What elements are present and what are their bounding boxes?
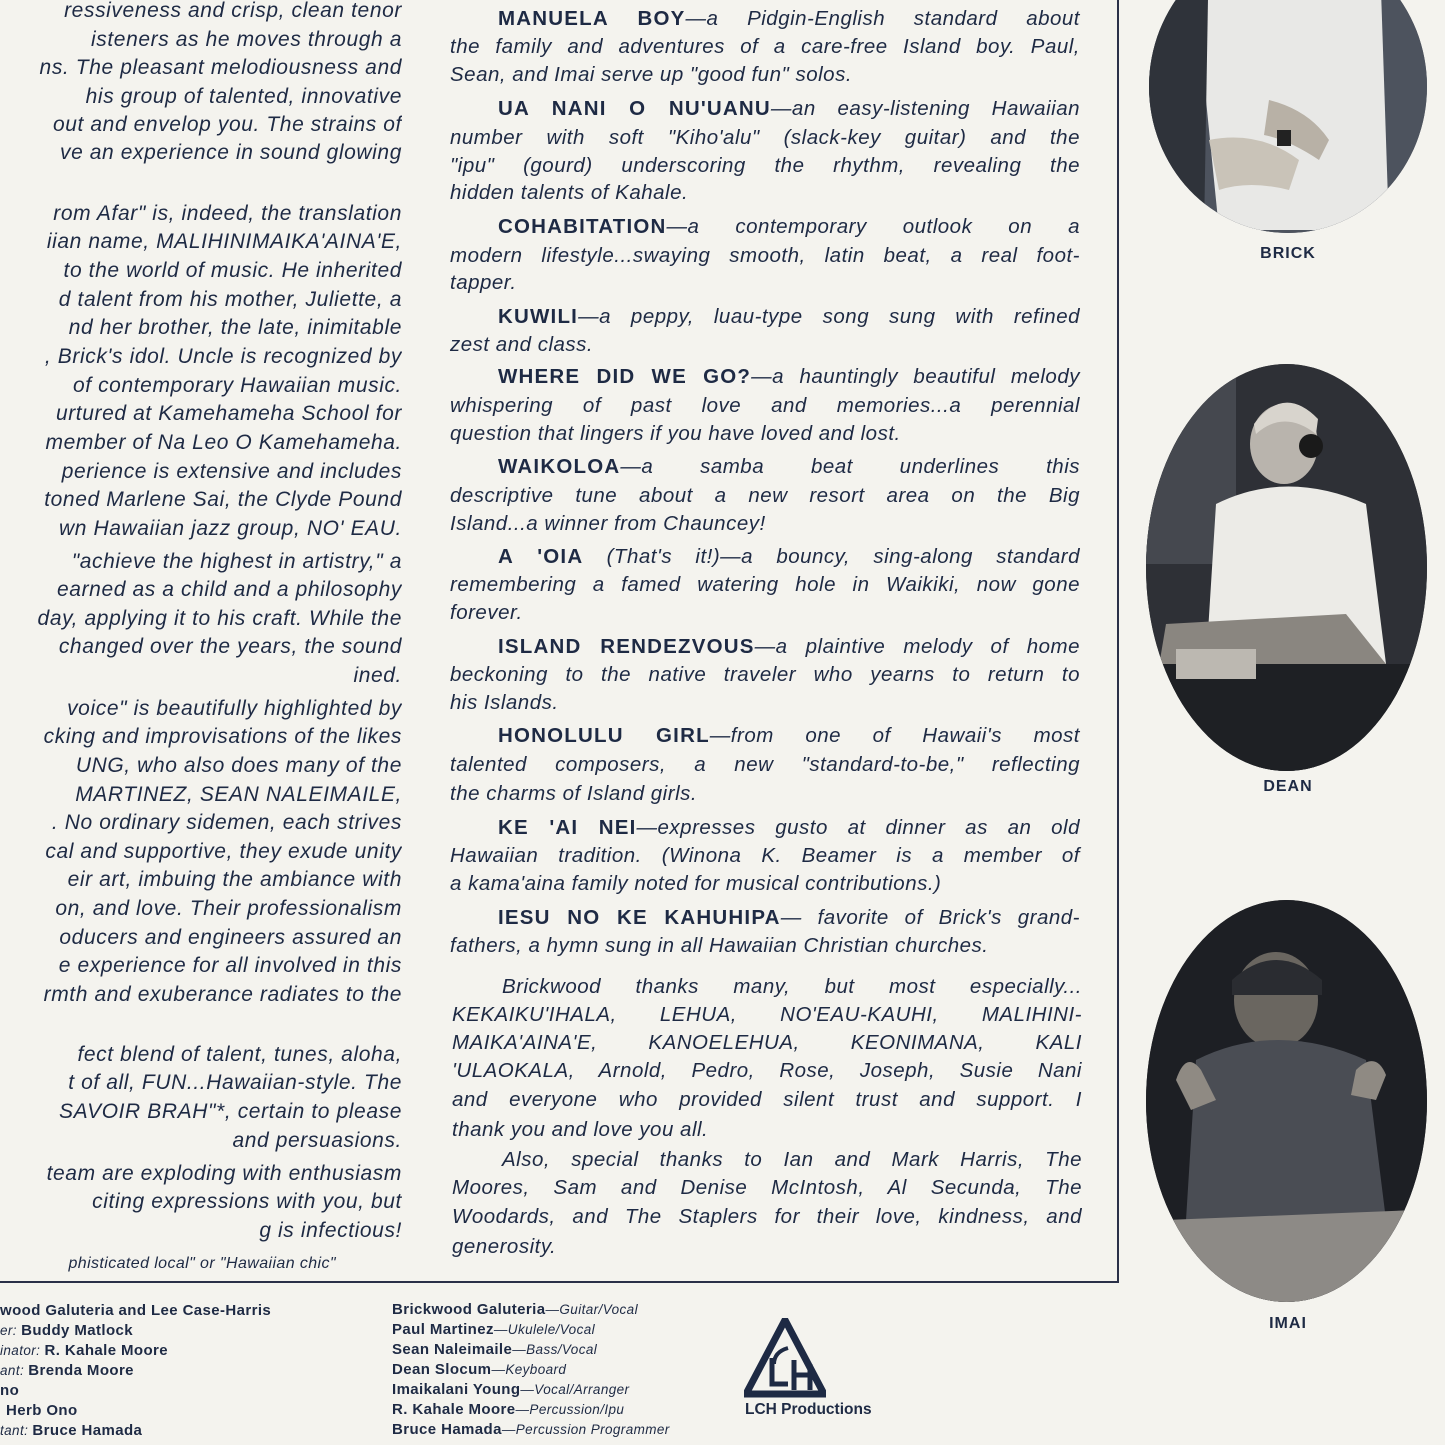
- track-description-line: talented composers, a new "standard-to-be," reflecting: [450, 753, 1080, 776]
- credit-role: tant:: [0, 1423, 33, 1438]
- credit-name: Herb Ono: [6, 1402, 78, 1419]
- track-entry: [450, 906, 1080, 930]
- production-credit: [0, 1302, 271, 1319]
- track-description-line: hidden talents of Kahale.: [450, 181, 689, 204]
- liner-note-line: oducers and engineers assured an: [59, 926, 402, 949]
- photo-caption-brick: BRICK: [1260, 245, 1316, 262]
- thanks-line: and everyone who provided silent trust and support. I: [452, 1088, 1082, 1111]
- credit-name: R. Kahale Moore: [44, 1342, 169, 1359]
- track-description: —a Pidgin-English standard about: [685, 7, 1080, 30]
- track-entry: [450, 305, 1080, 329]
- liner-note-line: g is infectious!: [259, 1219, 402, 1242]
- credit-role: er:: [0, 1323, 22, 1338]
- musician-name: Brickwood Galuteria: [392, 1301, 546, 1318]
- musician-role: —Bass/Vocal: [512, 1342, 598, 1357]
- track-entry: [450, 724, 1080, 748]
- production-credit: [6, 1402, 78, 1419]
- production-credit: [0, 1422, 142, 1439]
- musician-name: Imaikalani Young: [392, 1381, 521, 1398]
- liner-note-line: fect blend of talent, tunes, aloha,: [77, 1043, 402, 1066]
- photo-dean: [1146, 364, 1427, 771]
- liner-note-line: earned as a child and a philosophy: [57, 578, 402, 601]
- musician-name: Sean Naleimaile: [392, 1341, 513, 1358]
- liner-note-line: e experience for all involved in this: [58, 954, 402, 977]
- musician-credit: [392, 1341, 597, 1358]
- production-credit: [0, 1382, 19, 1399]
- track-description-line: the charms of Island girls.: [450, 782, 698, 805]
- credit-name: Bruce Hamada: [32, 1422, 143, 1439]
- track-description: —from one of Hawaii's most: [709, 724, 1080, 747]
- track-description-line: question that lingers if you have loved and lost.: [450, 422, 901, 445]
- liner-note-line: rmth and exuberance radiates to the: [43, 983, 402, 1006]
- liner-note-line: out and envelop you. The strains of: [52, 113, 402, 136]
- track-description-line: remembering a famed watering hole in Waikiki, now gone: [450, 573, 1080, 596]
- liner-note-line: of contemporary Hawaiian music.: [72, 374, 402, 397]
- production-credit: [0, 1322, 133, 1339]
- frame-border-horizontal: [0, 1281, 1119, 1283]
- track-title: WAIKOLOA: [498, 455, 621, 478]
- track-description-line: forever.: [450, 601, 523, 624]
- liner-note-line: iian name, MALIHINIMAIKA'AINA'E,: [46, 230, 402, 253]
- liner-note-line: "achieve the highest in artistry," a: [71, 550, 402, 573]
- musician-name: Dean Slocum: [392, 1361, 492, 1378]
- frame-border-vertical: [1117, 0, 1119, 1283]
- liner-note-line: d talent from his mother, Juliette, a: [58, 288, 402, 311]
- credit-role: ant:: [0, 1363, 29, 1378]
- track-entry: [450, 365, 1080, 389]
- musician-role: —Percussion/Ipu: [515, 1402, 625, 1417]
- track-entry: [450, 816, 1080, 840]
- thanks-line: Also, special thanks to Ian and Mark Harris, The: [502, 1148, 1082, 1171]
- track-description: —a hauntingly beautiful melody: [751, 365, 1080, 388]
- logo-label: LCH Productions: [745, 1401, 872, 1418]
- musician-credit: [392, 1401, 624, 1418]
- liner-note-line: citing expressions with you, but: [92, 1190, 402, 1213]
- liner-note-line: and persuasions.: [232, 1129, 402, 1152]
- liner-note-line: isteners as he moves through a: [91, 28, 402, 51]
- liner-note-line: cking and improvisations of the likes: [43, 725, 402, 748]
- liner-note-line: t of all, FUN...Hawaiian-style. The: [68, 1071, 402, 1094]
- track-entry: [450, 215, 1080, 239]
- liner-note-line: UNG, who also does many of the: [75, 754, 402, 777]
- track-title: MANUELA BOY: [498, 7, 686, 30]
- musician-credit: [392, 1321, 595, 1338]
- liner-note-line: his group of talented, innovative: [85, 85, 402, 108]
- photo-brick: [1149, 0, 1427, 233]
- thanks-line: Moores, Sam and Denise McIntosh, Al Secunda, The: [452, 1176, 1082, 1199]
- track-description-line: number with soft "Kiho'alu" (slack-key guitar) and the: [450, 126, 1080, 149]
- track-description-line: his Islands.: [450, 691, 559, 714]
- track-description: —a contemporary outlook on a: [666, 215, 1080, 238]
- musician-credit: [392, 1381, 629, 1398]
- liner-note-line: , Brick's idol. Uncle is recognized by: [44, 345, 402, 368]
- musician-role: —Percussion Programmer: [501, 1422, 670, 1437]
- liner-note-line: SAVOIR BRAH"*, certain to please: [59, 1100, 402, 1123]
- liner-note-line: on, and love. Their professionalism: [55, 897, 402, 920]
- liner-note-line: ns. The pleasant melodiousness and: [39, 56, 402, 79]
- lch-logo-icon: [744, 1318, 826, 1398]
- credit-name: no: [0, 1382, 20, 1399]
- track-title: KE 'AI NEI: [498, 816, 637, 839]
- liner-note-line: rom Afar" is, indeed, the translation: [53, 202, 402, 225]
- track-title: ISLAND RENDEZVOUS: [498, 635, 755, 658]
- musician-credit: [392, 1421, 670, 1438]
- track-description-line: a kama'aina family noted for musical contributions.): [450, 872, 942, 895]
- track-description-line: Sean, and Imai serve up "good fun" solos.: [450, 63, 853, 86]
- production-credit: [0, 1362, 134, 1379]
- track-description: — favorite of Brick's grand-: [780, 906, 1080, 929]
- credit-name: wood Galuteria and Lee Case-Harris: [0, 1302, 272, 1319]
- liner-note-line: ined.: [353, 664, 402, 687]
- track-entry: [450, 545, 1080, 569]
- musician-credit: [392, 1301, 638, 1318]
- track-description: —a plaintive melody of home: [754, 635, 1081, 658]
- track-title: A 'OIA: [498, 545, 584, 568]
- liner-note-line: ressiveness and crisp, clean tenor: [64, 0, 402, 22]
- thanks-line: Woodards, and The Staplers for their love, kindness, and: [452, 1205, 1082, 1228]
- photo-caption-dean: DEAN: [1263, 778, 1313, 795]
- track-entry: [450, 635, 1080, 659]
- track-title: COHABITATION: [498, 215, 667, 238]
- musician-role: —Vocal/Arranger: [520, 1382, 630, 1397]
- track-description: (That's it!)—a bouncy, sing-along standard: [583, 545, 1081, 568]
- liner-note-line: voice" is beautifully highlighted by: [67, 697, 402, 720]
- musician-name: Bruce Hamada: [392, 1421, 502, 1438]
- thanks-line: KEKAIKU'IHALA, LEHUA, NO'EAU-KAUHI, MALIHINI-: [452, 1003, 1082, 1026]
- thanks-line: 'ULAOKALA, Arnold, Pedro, Rose, Joseph, Susie Nani: [452, 1059, 1082, 1082]
- track-description-line: fathers, a hymn sung in all Hawaiian Christian churches.: [450, 934, 989, 957]
- liner-note-line: wn Hawaiian jazz group, NO' EAU.: [58, 517, 402, 540]
- photo-caption-imai: IMAI: [1269, 1315, 1307, 1332]
- liner-note-line: ve an experience in sound glowing: [59, 141, 402, 164]
- liner-note-line: to the world of music. He inherited: [63, 259, 402, 282]
- track-title: UA NANI O NU'UANU: [498, 97, 771, 120]
- production-credit: [0, 1342, 168, 1359]
- track-entry: [450, 7, 1080, 31]
- track-title: HONOLULU GIRL: [498, 724, 710, 747]
- thanks-line: generosity.: [452, 1235, 557, 1258]
- thanks-line: thank you and love you all.: [452, 1118, 709, 1141]
- liner-note-line: eir art, imbuing the ambiance with: [67, 868, 402, 891]
- liner-note-line: cal and supportive, they exude unity: [45, 840, 402, 863]
- track-title: WHERE DID WE GO?: [498, 365, 752, 388]
- credit-role: inator:: [0, 1343, 45, 1358]
- track-description-line: whispering of past love and memories...a perennial: [450, 394, 1080, 417]
- track-entry: [450, 97, 1080, 121]
- musician-role: —Keyboard: [491, 1362, 567, 1377]
- liner-note-line: team are exploding with enthusiasm: [46, 1162, 402, 1185]
- musician-credit: [392, 1361, 566, 1378]
- thanks-line: Brickwood thanks many, but most especially...: [502, 975, 1082, 998]
- liner-note-line: member of Na Leo O Kamehameha.: [45, 431, 402, 454]
- musician-role: —Guitar/Vocal: [545, 1302, 638, 1317]
- credit-name: Brenda Moore: [28, 1362, 134, 1379]
- credit-name: Buddy Matlock: [21, 1322, 133, 1339]
- track-description-line: "ipu" (gourd) underscoring the rhythm, revealing the: [450, 154, 1080, 177]
- track-description: —a samba beat underlines this: [620, 455, 1080, 478]
- musician-role: —Ukulele/Vocal: [493, 1322, 596, 1337]
- track-description: —a peppy, luau-type song sung with refined: [578, 305, 1080, 328]
- track-description-line: tapper.: [450, 271, 517, 294]
- track-description-line: beckoning to the native traveler who yearns to return to: [450, 663, 1080, 686]
- musician-name: Paul Martinez: [392, 1321, 494, 1338]
- track-description-line: descriptive tune about a new resort area on the Big: [450, 484, 1080, 507]
- liner-note-line: changed over the years, the sound: [58, 635, 402, 658]
- liner-note-line: toned Marlene Sai, the Clyde Pound: [44, 488, 402, 511]
- liner-note-line: . No ordinary sidemen, each strives: [51, 811, 402, 834]
- liner-note-line: nd her brother, the late, inimitable: [68, 316, 402, 339]
- footnote: phisticated local" or "Hawaiian chic": [68, 1255, 336, 1272]
- track-description: —an easy-listening Hawaiian: [770, 97, 1080, 120]
- liner-note-line: urtured at Kamehameha School for: [55, 402, 402, 425]
- track-description-line: modern lifestyle...swaying smooth, latin beat, a real foot-: [450, 244, 1080, 267]
- track-description-line: Island...a winner from Chauncey!: [450, 512, 766, 535]
- track-title: IESU NO KE KAHUHIPA: [498, 906, 781, 929]
- track-description-line: zest and class.: [450, 333, 594, 356]
- photo-imai: [1146, 900, 1427, 1302]
- track-title: KUWILI: [498, 305, 579, 328]
- liner-note-line: MARTINEZ, SEAN NALEIMAILE,: [75, 783, 402, 806]
- liner-note-line: perience is extensive and includes: [61, 460, 402, 483]
- liner-note-line: day, applying it to his craft. While the: [37, 607, 402, 630]
- track-description: —expresses gusto at dinner as an old: [636, 816, 1080, 839]
- musician-name: R. Kahale Moore: [392, 1401, 516, 1418]
- liner-notes-left-column: [0, 0, 402, 1290]
- track-entry: [450, 455, 1080, 479]
- thanks-line: MAIKA'AINA'E, KANOELEHUA, KEONIMANA, KALI: [452, 1031, 1082, 1054]
- track-description-line: Hawaiian tradition. (Winona K. Beamer is a member of: [450, 844, 1080, 867]
- track-description-line: the family and adventures of a care-free Island boy. Paul,: [450, 35, 1080, 58]
